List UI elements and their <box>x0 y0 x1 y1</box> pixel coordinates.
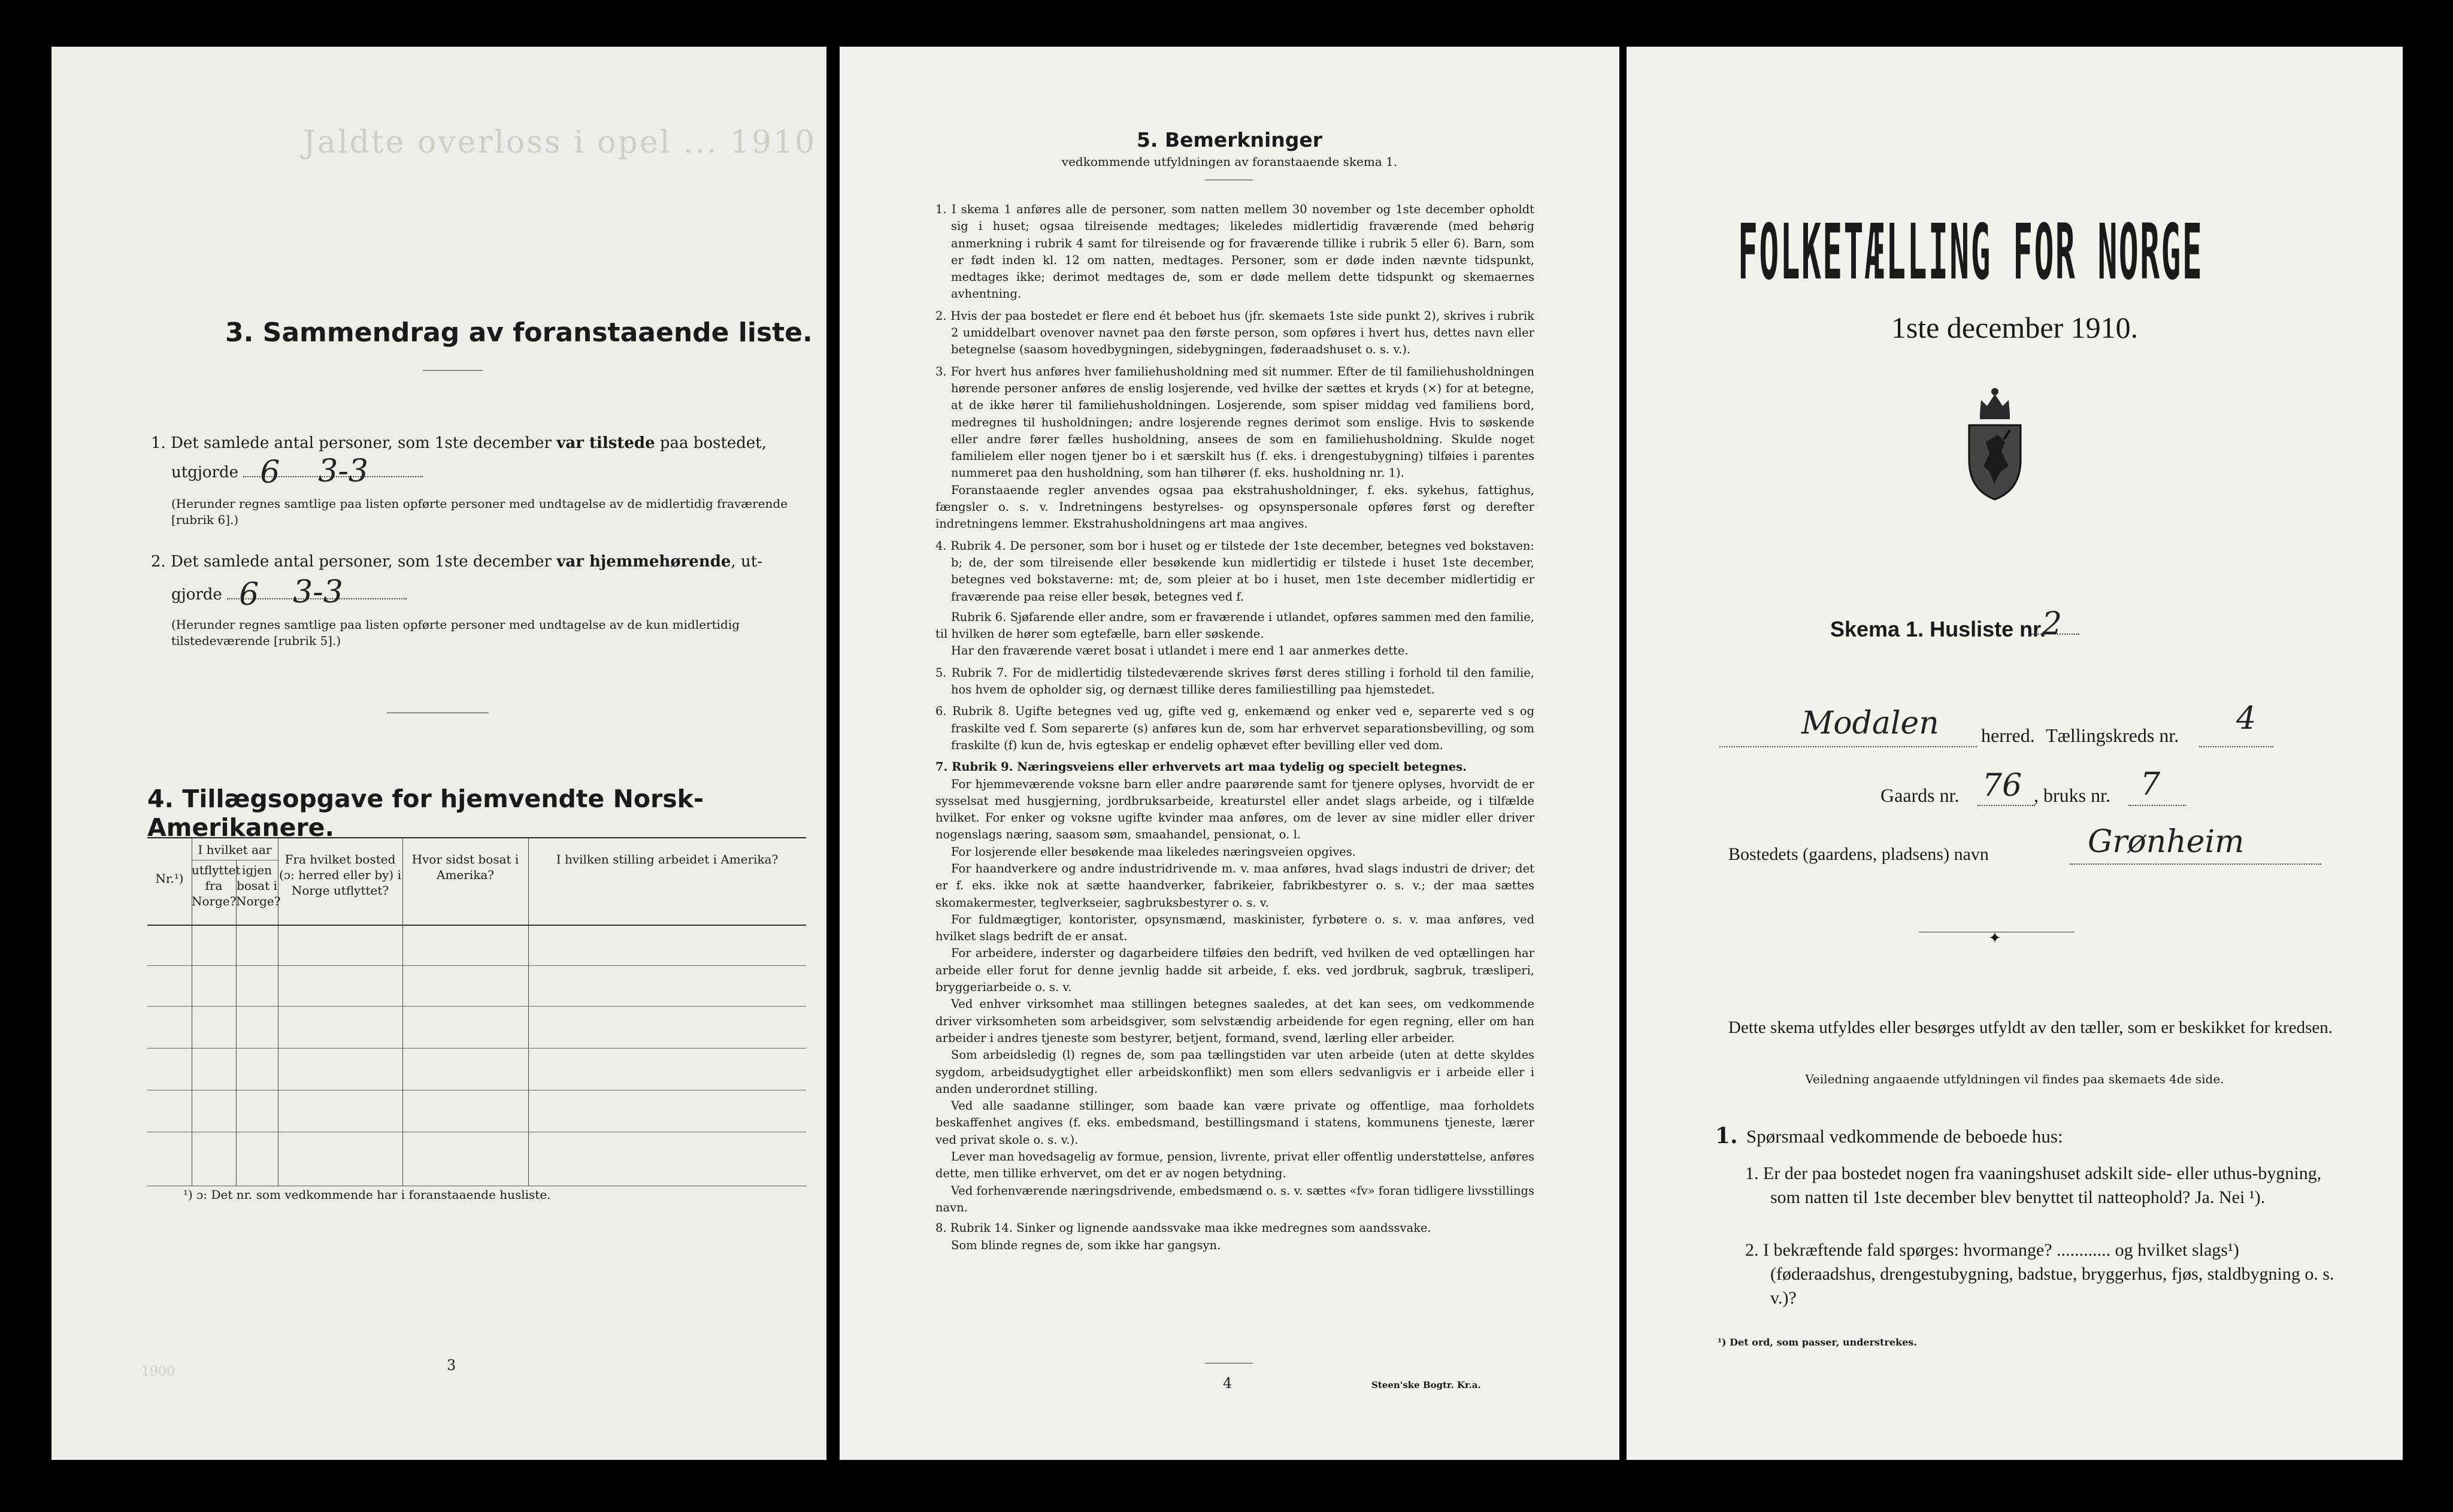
page-3 <box>52 47 826 1460</box>
kreds-label: Tællingskreds nr. <box>2046 725 2179 746</box>
norsk-amerikanere-table <box>147 837 806 1186</box>
item1-value-1: 6 <box>260 454 280 490</box>
remark-4: 4. Rubrik 4. De personer, som bor i huset og er tilstede der 1ste december, betegnes ved bokstaven: b; de, der som tilreisende eller besøkende kun midlertidig er tilstede i huset 1ste december, betegnes ved bokstaverne: mt; de, som pleier at bo i huset, men 1ste december midlertidig er fraværende paa reise eller besøk, betegnes ved f. <box>935 538 1534 604</box>
remarks-body <box>935 201 1534 1254</box>
page-1 <box>1627 47 2403 1460</box>
remark-7j: Ved forhenværende næringsdrivende, embedsmænd o. s. v. sættes «fv» foran tidligere livsstillings navn. <box>935 1183 1534 1214</box>
remark-4b: Rubrik 6. Sjøfarende eller andre, som er fraværende i utlandet, opføres sammen med den familie, til hvilken de hører som egtefælle, barn eller søskende. <box>935 610 1534 641</box>
remark-6: 6. Rubrik 8. Ugifte betegnes ved ug, gifte ved g, enkemænd og enker ved e, separerte ved s og fraskilte ved f. Som separerte (s) anføres kun de, som har erhvervet separationsbevilling, og som fraskilte (f) kun de, hvis egteskap er endelig ophævet efter bevilling eller ved dom. <box>935 704 1534 752</box>
item2-value-1: 6 <box>239 577 259 613</box>
gaards-line <box>1977 805 2035 806</box>
item2-line: gjorde 6 3-3 <box>171 586 407 604</box>
remark-8b: Som blinde regnes de, som ikke har gangsyn. <box>951 1238 1221 1252</box>
item1: 1. Det samlede antal personer, som 1ste december var tilstede paa bostedet, <box>151 434 767 452</box>
remark-7e: For arbeidere, inderster og dagarbeidere tilføies den bedrift, ved hvilken de ved optællingen har arbeide eller forut for denne jevnlig hadde sit arbeide, f. eks. ved jordbruk, sagbruk, træsliperi, bryggeriarbeide o. s. v. <box>935 946 1534 995</box>
item1-line: utgjorde 6 3-3 <box>171 463 423 481</box>
th-occupation: I hvilken stilling arbeidet i Amerika? <box>556 852 779 866</box>
herred-label: herred. <box>1981 725 2035 746</box>
herred-line <box>1719 746 1977 747</box>
remark-7a: For hjemmeværende voksne barn eller andre paarørende samt for tjenere oplyses, hvorvidt de er sysselsat med husgjerning, jordbruksarbeide, kreaturstel eller andet slags arbeide, og i tilfælde hvilket. For enker og voksne ugifte kvinder maa anføres, om de lever av sine midler eller driver nogenslags næring, saasom søm, smaahandel, pensionat, o. l. <box>935 777 1534 842</box>
remark-7: 7. Rubrik 9. Næringsveiens eller erhvervets art maa tydelig og specielt betegnes. <box>935 760 1467 774</box>
item2-note: (Herunder regnes samtlige paa listen opførte personer med undtagelse av de kun midlertidig tilstedeværende [rubrik 5].) <box>171 617 740 648</box>
bosted-label: Bostedets (gaardens, pladsens) navn <box>1728 844 1989 864</box>
remarks-heading: 5. Bemerkninger <box>1136 128 1323 151</box>
table-footnote: ¹) ɔ: Det nr. som vedkommende har i foranstaaende husliste. <box>183 1187 551 1202</box>
bosted-line <box>2070 863 2321 865</box>
remark-7h: Ved alle saadanne stillinger, som baade kan være private og offentlige, maa forholdets beskaffenhet angives (f. eks. embedsmand, bestillingsmand i statens, kommunens tjeneste, lærer ved privat skole o. s. v.). <box>935 1099 1534 1147</box>
herred-value: Modalen <box>1801 705 1939 741</box>
ornament-icon: ✦ <box>1988 929 2001 947</box>
title: FOLKETÆLLING FOR NORGE <box>1738 207 2204 297</box>
item1-value-2: 3-3 <box>318 453 369 489</box>
th-nr: Nr.¹) <box>155 871 184 886</box>
th-group: I hvilket aar <box>198 843 272 857</box>
remark-3: 3. For hvert hus anføres hver familiehusholdning med sit nummer. Efter de til familiehusholdningen hørende personer anføres de enslig losjerende, ved hvilke der sættes et kryds (×) for at betegne, at de ikke hører til familiehusholdningen. Losjerende, som spiser middag ved familiens bord, medregnes til husholdningen; andre losjerende regnes derimot som enslige. Hvis to søskende eller andre fører fælles husholdning, ansees de som en familiehusholdning. Skulde noget familielem eller nogen tjener bo i et særskilt hus (f. eks. i drengestubygning) tilføies i parentes nummeret paa den husholdning, som han tilhører (f. eks. husholdning nr. 1). <box>935 364 1534 480</box>
remark-7d: For fuldmægtiger, kontorister, opsynsmænd, maskinister, fyrbøtere o. s. v. maa anføres, ved hvilket slags bedrift de er ansat. <box>935 912 1534 944</box>
th-emigrated: utflyttet fra Norge? <box>192 863 241 908</box>
intro-text: Dette skema utfyldes eller besørges utfyldt av den tæller, som er beskikket for kredsen. <box>1728 1018 2333 1037</box>
gaards-value: 76 <box>1982 768 2022 804</box>
section3-heading: 3. Sammendrag av foranstaaende liste. <box>225 317 813 348</box>
question-heading: Spørsmaal vedkommende de beboede hus: <box>1746 1126 2063 1147</box>
bruks-value: 7 <box>2140 766 2161 802</box>
remark-7f: Ved enhver virksomhet maa stillingen betegnes saaledes, at det kan sees, om vedkommende driver virksomheten som arbeidsgiver, som selvstændig arbeidende for egen regning, eller om han arbeider i andres tjeneste som bestyrer, betjent, formand, svend, lærling eller arbeider. <box>935 997 1534 1045</box>
remark-7c: For haandverkere og andre industridrivende m. v. maa anføres, hvad slags industri de driver; det er f. eks. ikke nok at sætte haandverker, fabrikeier, fabrikbestyrer o. s. v.; der maa sættes skomakermester, teglverkseier, sagbruksbestyrer o. s. v. <box>935 861 1534 910</box>
kreds-line <box>2199 746 2273 747</box>
th-from-place: Fra hvilket bosted (ɔ: herred eller by) i Norge utflyttet? <box>279 852 401 898</box>
item2: 2. Det samlede antal personer, som 1ste december var hjemmehørende, ut- <box>151 553 762 571</box>
schema-label: Skema 1. Husliste nr. <box>1830 617 2046 641</box>
footnote: ¹) Det ord, som passer, understrekes. <box>1718 1337 1917 1348</box>
th-last-place: Hvor sidst bosat i Amerika? <box>411 852 519 882</box>
remark-8: 8. Rubrik 14. Sinker og lignende aandssvake maa ikke medregnes som aandssvake. <box>935 1221 1431 1235</box>
census-date: 1ste december 1910. <box>1891 311 2139 344</box>
th-returned: igjen bosat i Norge? <box>236 863 281 908</box>
remarks-subheading: vedkommende utfyldningen av foranstaaende skema 1. <box>1061 154 1398 169</box>
husliste-nr: 2 <box>2042 606 2063 642</box>
remark-2: 2. Hvis der paa bostedet er flere end ét beboet hus (jfr. skemaets 1ste side punkt 2), skrives i rubrik 2 umiddelbart ovenover navnet paa den første person, som opføres i hvert hus, dettes navn eller betegnelse (saasom hovedbygningen, sidebygningen, føderaadshuset o. s. v.). <box>935 308 1534 357</box>
remark-3b: Foranstaaende regler anvendes ogsaa paa ekstrahusholdninger, f. eks. sykehus, fattighus, fængsler o. s. v. Indretningens bestyrelses- og opsynspersonale opføres først og derefter indretningens lemmer. Ekstrahusholdningens art maa angives. <box>935 483 1534 531</box>
question-heading-num: 1. <box>1715 1123 1738 1149</box>
page-4 <box>840 47 1619 1460</box>
section4-heading: 4. Tillægsopgave for hjemvendte Norsk-Amerikanere. <box>147 784 704 842</box>
page-number: 3 <box>447 1357 456 1374</box>
question-2: 2. I bekræftende fald spørges: hvormange? ............ og hvilket slags¹) (føderaadshus, drengestubygning, badstue, bryggerhus, fjøs, staldbygning o. s. v.)? <box>1745 1240 2334 1308</box>
guidance-text: Veiledning angaaende utfyldningen vil findes paa skemaets 4de side. <box>1805 1072 2224 1086</box>
norway-coat-of-arms-icon <box>1962 382 2028 502</box>
remark-4c: Har den fraværende været bosat i utlandet i mere end 1 aar anmerkes dette. <box>951 644 1409 658</box>
divider <box>423 370 483 371</box>
item2-value-2: 3-3 <box>293 574 343 610</box>
question-1: 1. Er der paa bostedet nogen fra vaaningshuset adskilt side- eller uthus-bygning, som natten til 1ste december blev benyttet til natteophold? Ja. Nei ¹). <box>1745 1163 2322 1207</box>
gaards-label: Gaards nr. <box>1880 784 1960 806</box>
remark-5: 5. Rubrik 7. For de midlertidig tilstedeværende skrives først deres stilling i forhold til den familie, hos hvem de opholder sig, og dernæst tillike deres familiestilling paa hjemstedet. <box>935 665 1534 697</box>
faded-header: Jaldte overloss i opel ... 1910 <box>303 125 817 160</box>
bosted-value: Grønheim <box>2088 824 2245 860</box>
kreds-value: 4 <box>2236 701 2257 737</box>
remark-7g: Som arbeidsledig (l) regnes de, som paa tællingstiden var uten arbeide (uten at dette skyldes sygdom, arbeidsudygtighet eller arbeidskonflikt) men som ellers sedvanligvis er i arbeide eller i anden underordnet stilling. <box>935 1048 1534 1096</box>
bruks-label: , bruks nr. <box>2034 784 2110 806</box>
remark-1: 1. I skema 1 anføres alle de personer, som natten mellem 30 november og 1ste december opholdt sig i huset; ogsaa tilreisende medtages; likeledes midlertidig fraværende (med behørig anmerkning i rubrik 4 samt for tilreisende og for fraværende tillike i rubrik 5 eller 6). Barn, som er født inden kl. 12 om natten, medtages. Personer, som er døde inden nævnte tidspunkt, medtages ikke; derimot medtages de, som er døde mellem dette tidspunkt og skemaernes avhentning. <box>935 202 1534 301</box>
printer-mark: Steen'ske Bogtr. Kr.a. <box>1371 1380 1481 1390</box>
bruks-line <box>2128 805 2186 806</box>
item1-note: (Herunder regnes samtlige paa listen opførte personer med undtagelse av de midlertidig fraværende [rubrik 6].) <box>171 496 788 527</box>
remark-7i: Lever man hovedsagelig av formue, pension, livrente, privat eller offentlig understøttelse, anføres dette, men tillike erhvervet, om det er av nogen betydning. <box>935 1150 1534 1181</box>
page-number: 4 <box>1223 1375 1232 1392</box>
corner-mark: 1900 <box>141 1364 175 1379</box>
remark-7b: For losjerende eller besøkende maa likeledes næringsveien opgives. <box>951 844 1356 859</box>
